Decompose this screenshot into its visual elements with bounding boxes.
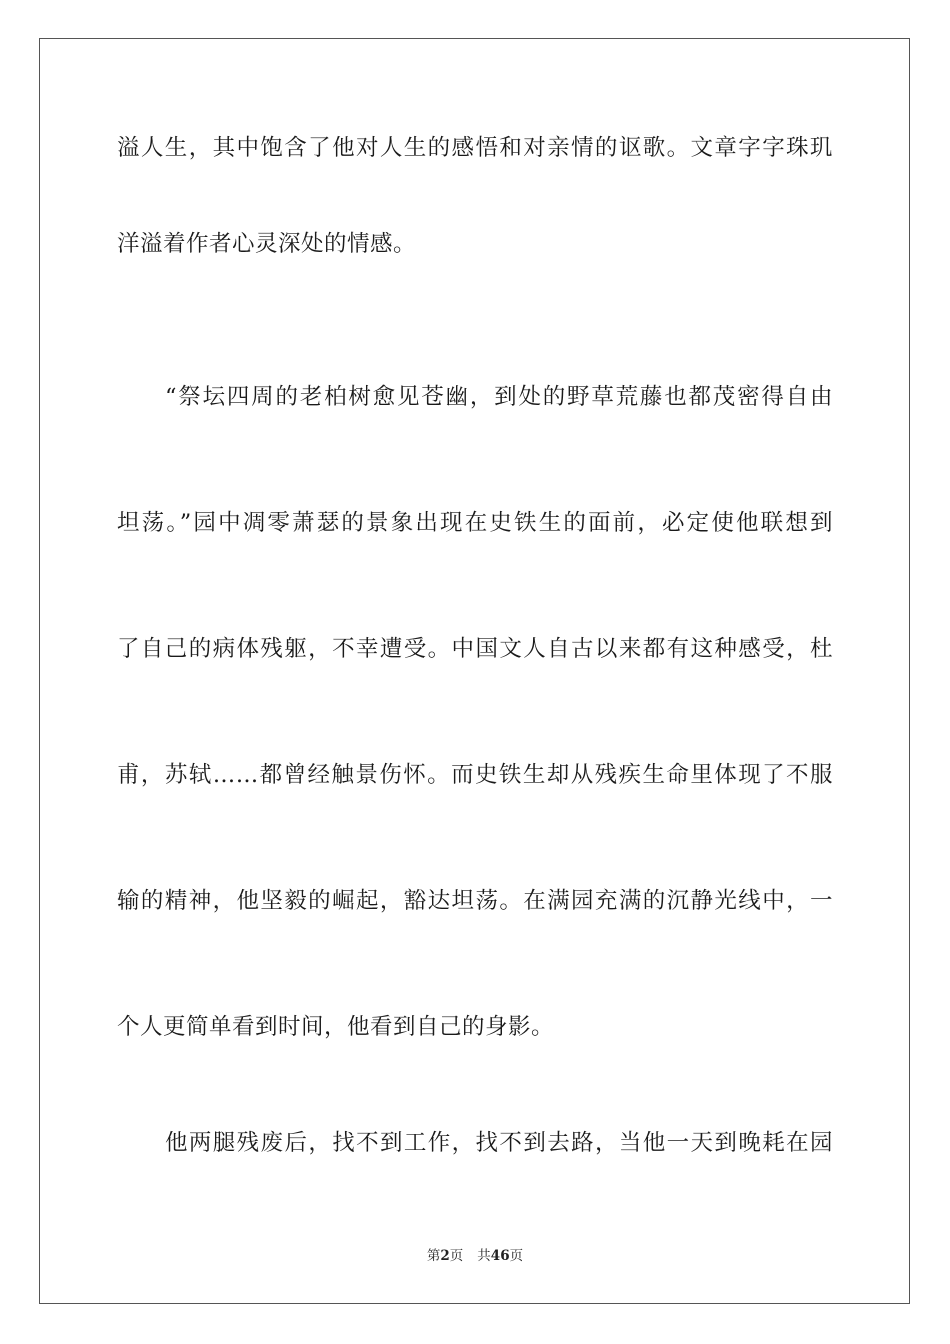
text-line-6: 甫，苏轼……都曾经触景伤怀。而史铁生却从残疾生命里体现了不服 <box>117 762 833 788</box>
text-line-3: “祭坛四周的老柏树愈见苍幽，到处的野草荒藤也都茂密得自由 <box>165 384 833 410</box>
page-border <box>39 38 910 1304</box>
page-number: 2 <box>440 1248 450 1264</box>
text-line-5: 了自己的病体残躯，不幸遭受。中国文人自古以来都有这种感受，杜 <box>117 636 833 662</box>
page-label-prefix: 第 <box>426 1248 441 1264</box>
total-label-suffix: 页 <box>509 1248 524 1264</box>
total-label-prefix: 共 <box>477 1248 491 1264</box>
text-line-7: 输的精神，他坚毅的崛起，豁达坦荡。在满园充满的沉静光线中，一 <box>117 888 833 914</box>
text-line-8: 个人更简单看到时间，他看到自己的身影。 <box>117 1014 555 1040</box>
page-footer <box>0 1246 950 1266</box>
text-line-1: 溢人生，其中饱含了他对人生的感悟和对亲情的讴歌。文章字字珠玑 <box>117 135 833 161</box>
page-label-suffix: 页 <box>449 1248 464 1264</box>
text-line-9: 他两腿残废后，找不到工作，找不到去路，当他一天到晚耗在园 <box>165 1130 833 1156</box>
total-pages: 46 <box>490 1248 510 1264</box>
text-line-2: 洋溢着作者心灵深处的情感。 <box>117 231 417 257</box>
text-line-4: 坦荡。”园中凋零萧瑟的景象出现在史铁生的面前，必定使他联想到 <box>117 510 833 536</box>
